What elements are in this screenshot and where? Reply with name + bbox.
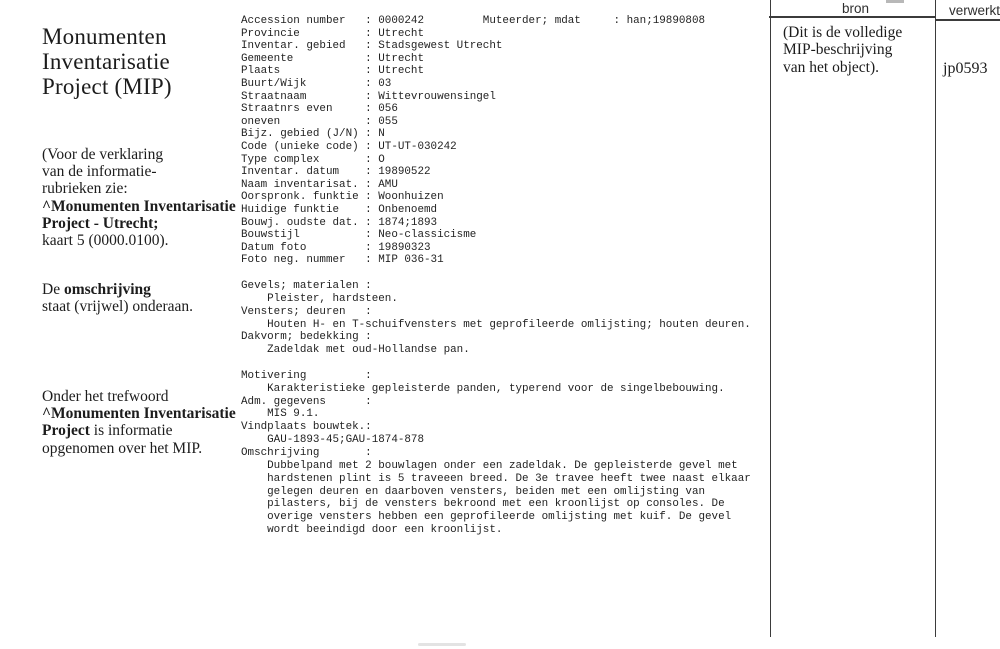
note-line: kaart 5 (0000.0100). [42, 232, 169, 250]
record-line: Gevels; materialen : [241, 280, 372, 292]
record-line: GAU-1893-45;GAU-1874-878 [241, 434, 424, 447]
annotation-line: van het object). [783, 58, 879, 76]
record-line: Oorspronk. funktie : Woonhuizen [241, 191, 444, 204]
record-line: Provincie : Utrecht [241, 27, 424, 40]
record-line: oneven : 055 [241, 115, 398, 128]
record-line: Pleister, hardsteen. [241, 292, 398, 305]
note-line: opgenomen over het MIP. [42, 439, 203, 457]
scan-smudge [418, 643, 466, 646]
record-line: MIS 9.1. [241, 408, 320, 421]
bron-header-rule [769, 16, 936, 18]
record-line: Adm. gegevens : [241, 395, 372, 408]
note-line-bold: ^Monumenten Inventarisatie [42, 197, 236, 215]
record-details-block [241, 280, 751, 537]
record-line: Code (unieke code) : UT-UT-030242 [241, 140, 457, 153]
record-line: Bouwj. oudste dat. : 1874;1893 [241, 216, 438, 229]
record-line: hardstenen plint is 5 traveeen breed. De 3e travee heeft twee naast elkaar [241, 472, 751, 485]
record-line: Type complex : O [241, 153, 385, 166]
record-line: wordt beeindigd door een kroonlijst. [241, 524, 503, 537]
record-line: Dakvorm; bedekking : [241, 331, 372, 344]
record-line: Dubbelpand met 2 bouwlagen onder een zadeldak. De gepleisterde gevel met [241, 459, 738, 472]
record-line: Inventar. gebied : Stadsgewest Utrecht [241, 40, 503, 53]
record-line: Naam inventarisat. : AMU [241, 178, 398, 191]
record-line: Straatnaam : Wittevrouwensingel [241, 90, 496, 103]
bron-column-left-rule [770, 0, 772, 637]
note-trefwoord [42, 388, 236, 457]
note-line: Onder het trefwoord [42, 388, 169, 405]
verwerkt-header-rule [935, 19, 1000, 21]
record-line: overige vensters hebben een geprofileerde omlijsting met kuif. De gevel [241, 511, 732, 524]
record-line: Inventar. datum : 19890522 [241, 166, 431, 179]
cropped-text-artifact [886, 0, 904, 3]
record-line [241, 357, 751, 370]
note-line: van de informatie- [42, 163, 157, 181]
record-line: Foto neg. nummer : MIP 036-31 [241, 254, 444, 267]
record-line: Datum foto : 19890323 [241, 241, 431, 254]
page-title-line: Inventarisatie [42, 49, 170, 75]
note-line-bold: Project - Utrecht; [42, 214, 159, 232]
record-line: Bouwstijl : Neo-classicisme [241, 229, 477, 242]
record-line: pilasters, bij de vensters bekroond met een kroonlijst op consoles. De [241, 498, 725, 511]
annotation-code: jp0593 [943, 60, 988, 77]
record-line: Zadeldak met oud-Hollandse pan. [241, 344, 470, 357]
record-line: Motivering : [241, 369, 372, 382]
page-title [42, 24, 172, 100]
page-title-line: Project (MIP) [42, 74, 172, 100]
record-line: Straatnrs even : 056 [241, 103, 398, 116]
note-line-bold: ^Monumenten Inventarisatie [42, 405, 236, 423]
record-line: Omschrijving : [241, 446, 372, 459]
record-line: Accession number : 0000242 Muteerder; mdat : han;19890808 [241, 15, 706, 27]
record-line: Plaats : Utrecht [241, 65, 424, 78]
record-line: Vindplaats bouwtek.: [241, 421, 372, 434]
annotation-line: (Dit is de volledige [783, 24, 903, 41]
record-fields-block [241, 15, 705, 267]
note-line: (Voor de verklaring [42, 146, 164, 163]
note-line: rubrieken zie: [42, 180, 128, 198]
note-line: De omschrijving [42, 281, 151, 298]
bron-column-header: bron [842, 1, 870, 16]
verwerkt-column-header: verwerkt [949, 3, 1000, 18]
record-line: Vensters; deuren : [241, 305, 372, 318]
record-line: Gemeente : Utrecht [241, 52, 424, 65]
note-line: Project is informatie [42, 422, 173, 440]
record-line: Huidige funktie : Onbenoemd [241, 203, 438, 216]
record-line: Buurt/Wijk : 03 [241, 77, 392, 90]
record-line: gelegen deuren en daarboven vensters, beiden met een omlijsting van [241, 485, 706, 498]
record-line: Karakteristieke gepleisterde panden, typerend voor de singelbebouwing. [241, 382, 725, 395]
note-line: staat (vrijwel) onderaan. [42, 298, 194, 316]
annotation-note [783, 24, 902, 76]
note-verklaring [42, 146, 236, 249]
verwerkt-column-left-rule [935, 0, 937, 637]
page-title-line: Monumenten [42, 24, 167, 49]
note-omschrijving [42, 281, 193, 315]
annotation-line: MIP-beschrijving [783, 41, 893, 59]
record-line: Houten H- en T-schuifvensters met geprofileerde omlijsting; houten deuren. [241, 318, 751, 331]
record-line: Bijz. gebied (J/N) : N [241, 128, 385, 141]
